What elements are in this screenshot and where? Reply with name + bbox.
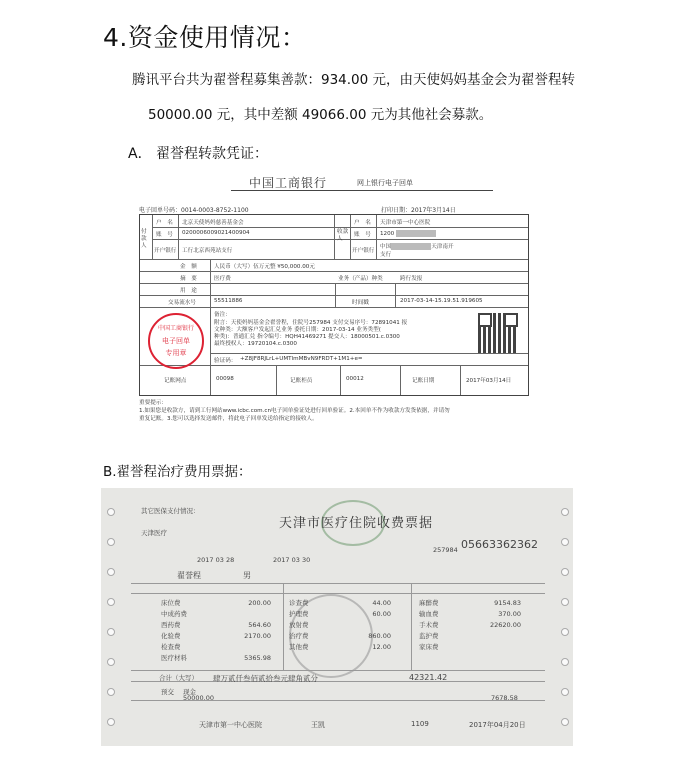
hospital-receipt-photo: [101, 488, 573, 746]
amount-label: 金 额: [180, 264, 197, 270]
footer-date: 2017年04月20日: [469, 721, 526, 729]
items-right: 麻醉费 输血费 手术费 监护费 家床费: [419, 599, 439, 651]
purpose-label: 用 途: [180, 288, 197, 294]
right-feed-holes: [555, 488, 573, 746]
prepay-label: 预交: [161, 688, 174, 696]
note-label: 备注：: [214, 312, 231, 318]
summary-label: 摘 要: [180, 276, 197, 282]
payee-name: 天津市第一中心医院: [380, 220, 431, 226]
qr-code: [478, 313, 518, 353]
refund-value: 7678.58: [491, 694, 518, 702]
section-heading: 4.资金使用情况：: [103, 23, 307, 52]
payer-bank: 工行北京西苑站支行: [182, 248, 233, 254]
cash-label: 现金: [183, 688, 196, 696]
verify-value: +Z8JF8RJLrL+UMTlmMBvN9FRDT+1M1+e=: [240, 356, 363, 362]
prepay-value: 50000.00: [183, 694, 215, 702]
footer-number: 1109: [411, 720, 429, 728]
payee-name-label: 户 名: [354, 220, 371, 226]
serial-label: 交易流水号: [168, 300, 196, 306]
hospital-label: 天津医疗: [141, 529, 167, 537]
discharge-date: 2017 03 30: [273, 556, 311, 564]
branch-label: 记账网点: [164, 378, 187, 384]
branch-value: 00098: [216, 376, 234, 382]
left-feed-holes: [101, 488, 119, 746]
total-upper: 肆万贰仟叁佰贰拾叁元肆角贰分: [213, 674, 318, 683]
note-line4: 最终授权人：19720104.c.0300: [214, 341, 297, 347]
items-mid: 诊查费 护理费 放射费 治疗费 其他费: [289, 599, 309, 651]
items-left: 床位费 中成药费 西药费 化验费 检查费 医疗材料: [161, 599, 187, 662]
verify-label: 验证码：: [214, 358, 237, 364]
values-right: 9154.83 370.00 22620.00: [489, 599, 521, 629]
receipt-table: [139, 214, 529, 396]
payer-account: 0200006009021400904: [182, 230, 250, 236]
hospital-receipt-title: 天津市医疗住院收费票据: [279, 516, 434, 531]
payee-account-label: 账 号: [354, 232, 371, 238]
payer-name-label: 户 名: [156, 220, 173, 226]
payer-account-label: 账 号: [156, 232, 173, 238]
other-insurance-label: 其它医保支付情况：: [141, 507, 200, 515]
payee-bank-branch: 支行: [380, 252, 392, 258]
teller-value: 00012: [346, 376, 364, 382]
values-mid: 44.00 60.00 860.00 12.00: [368, 599, 391, 651]
bank-seal: 中国工商银行 电子回单 专用章: [148, 313, 204, 369]
note-line1: 附言：天使妈妈基金会翟誉程，住院号257984 支付交易序号：72891041 报: [214, 320, 408, 326]
fund-summary-line1: 腾讯平台共为翟誉程募集善款：934.00 元，由天使妈妈基金会为翟誉程转: [132, 72, 576, 88]
total-label: 合计（大写）: [159, 674, 198, 682]
cashier-name: 王凯: [311, 721, 325, 729]
business-type-value: 跨行发报: [400, 276, 423, 282]
bank-transfer-receipt: [129, 168, 573, 440]
time-value: 2017-03-14-15.19.51.919605: [400, 298, 483, 304]
business-type-label: 业务（产品）种类: [338, 276, 383, 282]
note-line3: 种类)：普通汇兑 指令编号：HQH41469271 提交人：18000501.c.0300: [214, 334, 400, 340]
print-date: 打印日期：2017年3月14日: [381, 207, 456, 214]
payer-name: 北京天使妈妈慈善基金会: [182, 220, 244, 226]
payee-account: 1200: [380, 230, 436, 237]
important-tips: 重要提示： 1.如果您是收款方，请到工行网站www.icbc.com.cn电子回单验证处进行回单验证。2.本回单不作为收款方发货依据，并请勿 重复记账。3.您可以选择发送邮件，将此电子回单发送给指定的接收人。: [139, 400, 450, 422]
section-b-title: B.翟誉程治疗费用票据：: [103, 464, 252, 480]
receipt-number: 电子回单号码：0014-0003-8752-1100: [139, 207, 249, 214]
section-a-title: A． 翟誉程转款凭证：: [128, 146, 269, 162]
post-date-label: 记账日期: [412, 378, 435, 384]
payee-label: 收款人: [337, 229, 349, 242]
patient-name: 翟誉程: [177, 571, 201, 580]
payer-label: 付款人: [141, 229, 147, 249]
total-value: 42321.42: [409, 673, 448, 682]
serial-value: 55511886: [214, 298, 243, 304]
post-date-value: 2017年03月14日: [466, 378, 512, 384]
bank-name: 中国工商银行: [249, 176, 328, 190]
patient-gender: 男: [243, 571, 251, 580]
payee-bank: 中国 天津南开: [380, 244, 454, 250]
receipt-type: 网上银行电子回单: [357, 179, 413, 187]
time-label: 时间戳: [352, 300, 369, 306]
inpatient-number: 257984: [433, 546, 458, 554]
payee-bank-label: 开户银行: [352, 248, 375, 254]
hospital-receipt-number: 05663362362: [461, 538, 538, 551]
amount-value: 人民币（大写）伍万元整 ¥50,000.00元: [214, 264, 315, 270]
payer-bank-label: 开户银行: [154, 248, 177, 254]
footer-hospital: 天津市第一中心医院: [199, 721, 262, 729]
admission-date: 2017 03 28: [197, 556, 235, 564]
note-line2: 文种类：大额客户发起汇兑业务 委托日期：2017-03-14 业务类型(: [214, 327, 381, 333]
fund-summary-line2: 50000.00 元，其中差额 49066.00 元为其他社会募款。: [148, 107, 493, 123]
teller-label: 记账柜员: [290, 378, 313, 384]
values-left: 200.00 564.60 2170.00 5365.98: [244, 599, 271, 662]
summary-value: 医疗费: [214, 276, 231, 282]
